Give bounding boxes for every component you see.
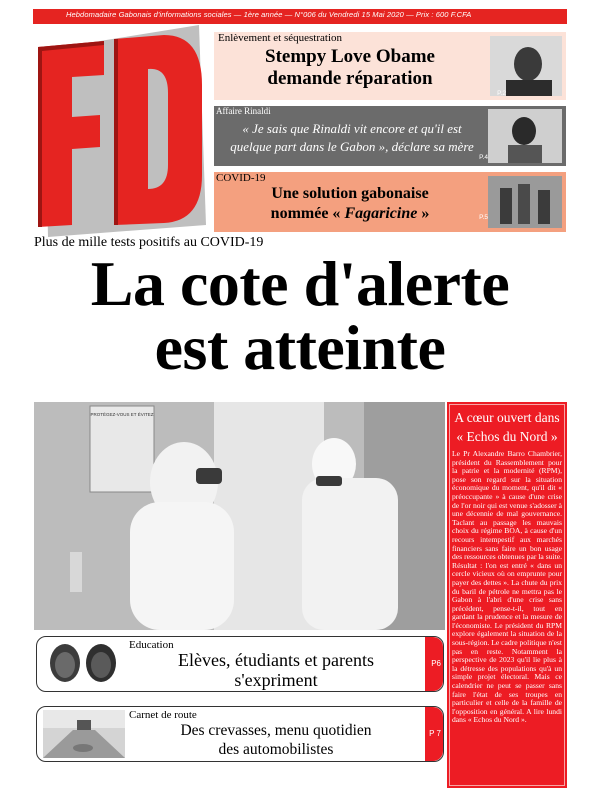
teaser-title: Une solution gabonaise nommée « Fagaricine » xyxy=(270,185,430,222)
teaser-kicker: Enlèvement et séquestration xyxy=(218,32,343,44)
teaser-stempy[interactable] xyxy=(214,32,566,100)
fd-logo xyxy=(34,25,210,237)
teaser-carnet[interactable] xyxy=(36,706,444,762)
carnet-title: Des crevasses, menu quotidien des automobilistes xyxy=(180,722,372,758)
poster-text: PROTÉGEZ-VOUS ET ÉVITEZ xyxy=(90,412,154,417)
teaser-page: P.4 xyxy=(479,154,488,161)
page-tab xyxy=(425,637,443,691)
teaser-fagaricine[interactable] xyxy=(214,172,566,232)
main-kicker: Plus de mille tests positifs au COVID-19 xyxy=(34,235,264,250)
teaser-education[interactable] xyxy=(36,636,444,692)
sidebar-body: Le Pr Alexandre Barro Chambrier, président du Rassemblement pour la patrie et la modernité (RPM), pose son regard sur la situation économique du moment, qu'il dit « préoccupante » à cause d'une crise de l'or noir qui est venue s'adosser à une décennie de mal gouvernance. Taclant au passage les mauvais choix du régime BOA, à cause d'un recours intempestif aux marchés financiers sans faire un bon usage des ressources obtenues par la suite. Résultat : l'on est entré « dans un cercle vicieux où on emprunte pour payer des dettes ». La chute du prix du baril de pétrole ne mettra pas le Gabon à l'abri d'une crise sans précédent, pense-t-il, tout en gardant la prudence et la mesure de l'économiste. Le président du RPM explore également la situation de la sous-région. Le cadre politique n'est pas en reste. Notamment la perspective de 2023 qu'il lie plus à la détresse des populations qu'à un simple projet électoral. Mais ce calendrier ne peut se passer sans faire l'état de ses troupes en particulier et celle de la famille de l'opposition en général. A lire lundi dans « Echos du Nord ». xyxy=(452,449,562,725)
teaser-page: P.5 xyxy=(479,214,488,221)
teaser-title: Stempy Love Obame demande réparation xyxy=(265,46,435,89)
carnet-kicker: Carnet de route xyxy=(129,709,197,721)
education-photo xyxy=(43,639,123,689)
education-page: P6 xyxy=(431,659,441,668)
main-photo xyxy=(34,402,445,630)
masthead-text: Hebdomadaire Gabonais d'informations sociales — 1ère année — N°006 du Vendredi 15 Mai 2020 — Prix : 600 F.CFA xyxy=(66,10,472,19)
road-photo xyxy=(43,710,125,758)
teaser-kicker: Affaire Rinaldi xyxy=(216,106,271,116)
teaser-photo xyxy=(488,176,562,228)
main-headline: La cote d'alerte est atteinte xyxy=(90,248,510,383)
teaser-photo xyxy=(490,36,562,96)
page-tab xyxy=(425,707,443,761)
teaser-photo xyxy=(488,109,562,163)
teaser-page: P.2 xyxy=(497,90,506,97)
teaser-rinaldi[interactable] xyxy=(214,106,566,166)
teaser-kicker: COVID-19 xyxy=(216,172,266,184)
sidebar-title: A cœur ouvert dans « Echos du Nord » xyxy=(454,410,560,444)
education-title: Elèves, étudiants et parents s'expriment xyxy=(178,650,374,690)
teaser-quote: « Je sais que Rinaldi vit encore et qu'il est quelque part dans le Gabon », déclare sa mère xyxy=(230,121,474,154)
education-kicker: Education xyxy=(129,639,174,651)
carnet-page: P 7 xyxy=(429,729,441,738)
